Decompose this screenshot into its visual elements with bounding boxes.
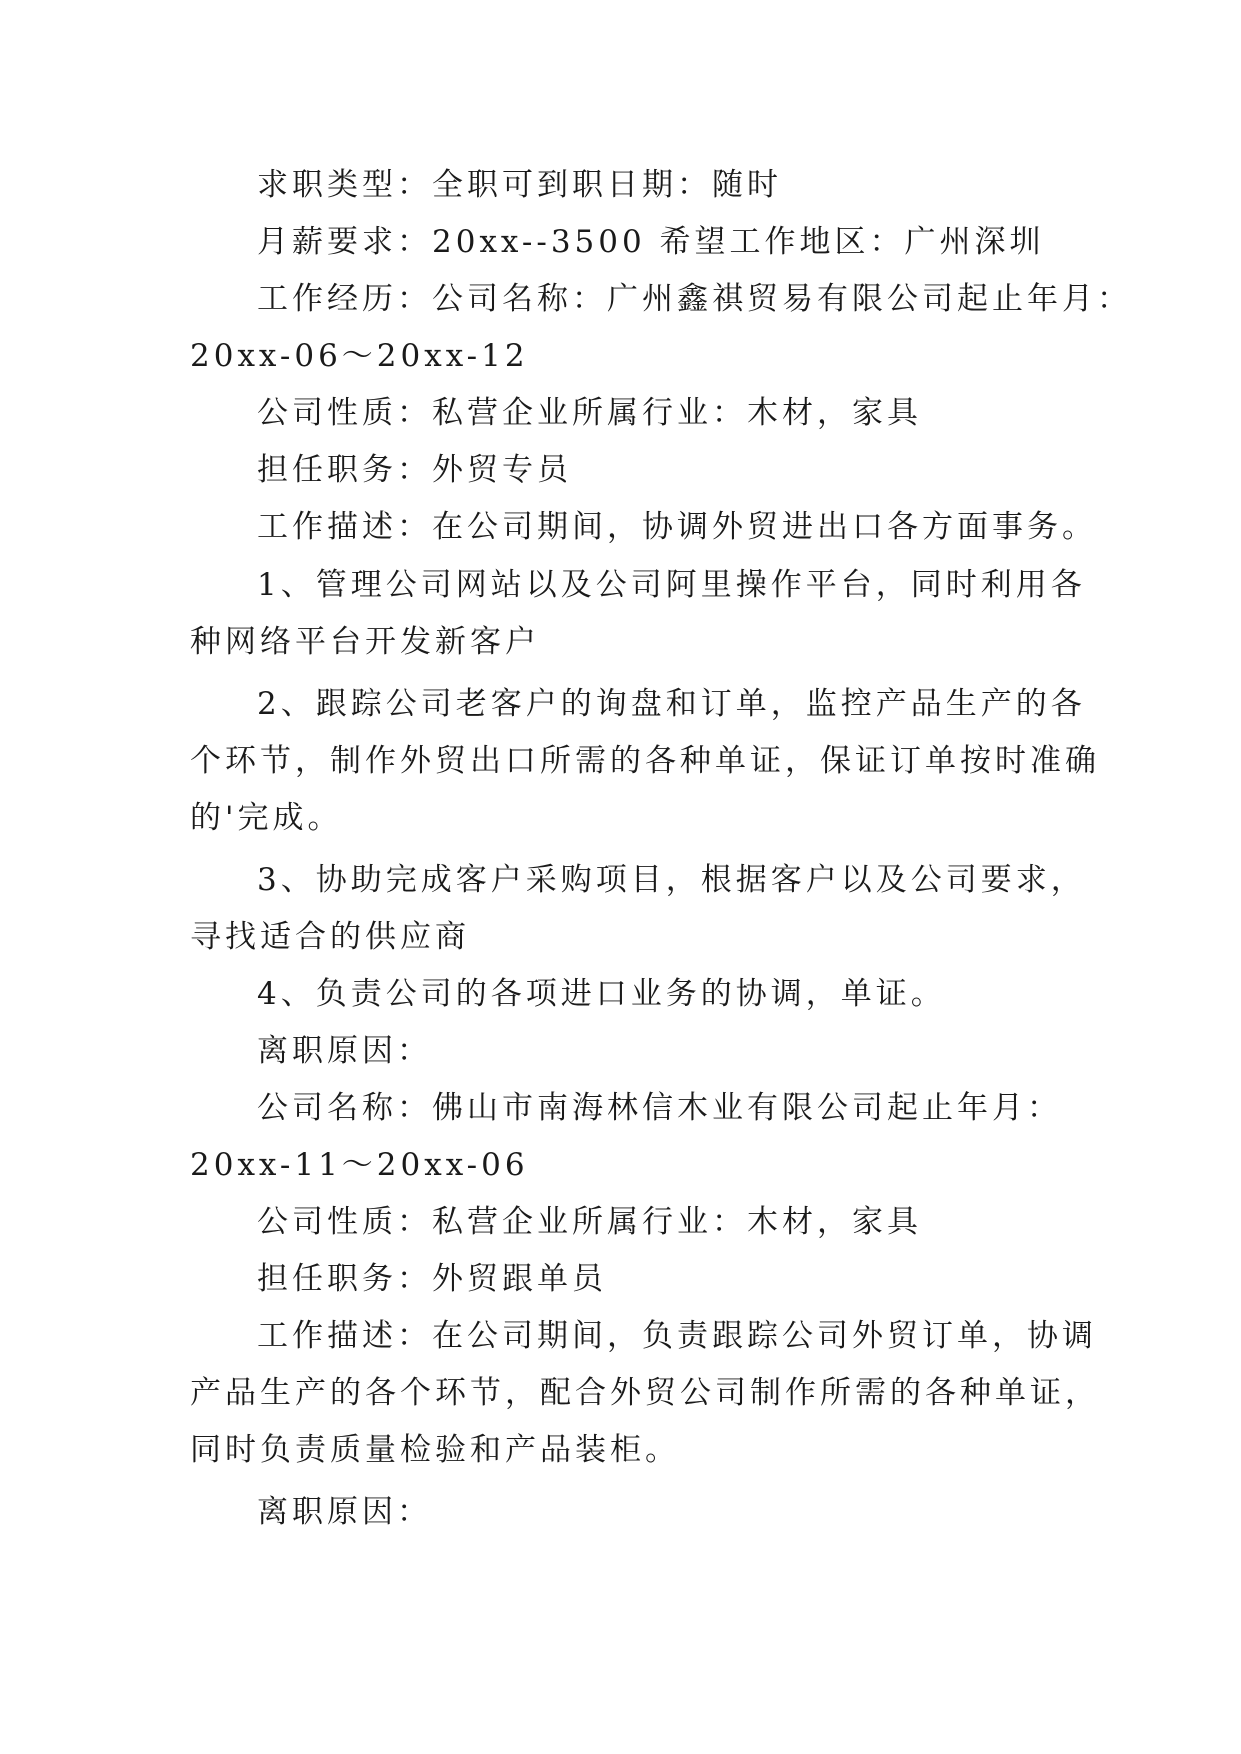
duty-2-line-2: 个环节，制作外贸出口所需的各种单证，保证订单按时准确 <box>190 743 1100 779</box>
salary-location-line: 月薪要求：20xx--3500 希望工作地区：广州深圳 <box>257 224 1045 260</box>
work-history-dates-1: 20xx-06～20xx-12 <box>190 338 529 374</box>
job-type-line: 求职类型：全职可到职日期：随时 <box>257 167 782 203</box>
duty-3-line-2: 寻找适合的供应商 <box>190 919 470 955</box>
duty-1-line-2: 种网络平台开发新客户 <box>190 624 540 660</box>
position-1: 担任职务：外贸专员 <box>257 452 572 488</box>
leaving-reason-1: 离职原因： <box>257 1033 432 1069</box>
job-description-2-line-3: 同时负责质量检验和产品装柜。 <box>190 1432 680 1468</box>
work-history-company-2: 公司名称：佛山市南海林信木业有限公司起止年月： <box>257 1090 1062 1126</box>
job-description-2-line-2: 产品生产的各个环节，配合外贸公司制作所需的各种单证， <box>190 1375 1100 1411</box>
duty-2-line-1: 2、跟踪公司老客户的询盘和订单，监控产品生产的各 <box>257 686 1086 722</box>
job-description-2-line-1: 工作描述：在公司期间，负责跟踪公司外贸订单，协调 <box>257 1318 1097 1354</box>
company-nature-1: 公司性质：私营企业所属行业：木材，家具 <box>257 395 922 431</box>
duty-1-line-1: 1、管理公司网站以及公司阿里操作平台，同时利用各 <box>257 567 1086 603</box>
position-2: 担任职务：外贸跟单员 <box>257 1261 607 1297</box>
work-history-company-1: 工作经历：公司名称：广州鑫祺贸易有限公司起止年月： <box>257 281 1132 317</box>
company-nature-2: 公司性质：私营企业所属行业：木材，家具 <box>257 1204 922 1240</box>
duty-3-line-1: 3、协助完成客户采购项目，根据客户以及公司要求， <box>257 862 1086 898</box>
duty-4-line: 4、负责公司的各项进口业务的协调，单证。 <box>257 976 946 1012</box>
leaving-reason-2: 离职原因： <box>257 1494 432 1530</box>
work-history-dates-2: 20xx-11～20xx-06 <box>190 1147 529 1183</box>
duty-2-line-3: 的'完成。 <box>190 800 343 836</box>
job-description-1: 工作描述：在公司期间，协调外贸进出口各方面事务。 <box>257 509 1097 545</box>
